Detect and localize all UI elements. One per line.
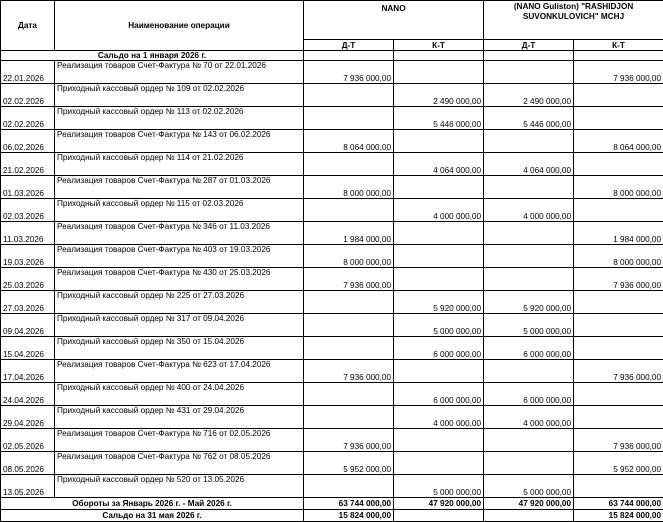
row-party1-credit: 5 000 000,00	[394, 475, 484, 498]
row-party1-credit	[394, 268, 484, 291]
table-row	[1, 245, 663, 268]
row-party1-credit: 2 490 000,00	[394, 84, 484, 107]
closing-balance-row-label: Сальдо на 31 мая 2026 г.	[1, 510, 304, 522]
turnover-row-party2-credit: 63 744 000,00	[574, 498, 663, 510]
row-date: 11.03.2026	[1, 222, 55, 245]
row-party2-credit	[574, 314, 663, 337]
row-date: 19.03.2026	[1, 245, 55, 268]
row-party2-credit: 7 936 000,00	[574, 268, 663, 291]
party1-debit-header: Д-Т	[304, 40, 394, 51]
party1-header: NANO	[304, 1, 484, 40]
row-party2-debit: 5 000 000,00	[484, 475, 574, 498]
row-date: 29.04.2026	[1, 406, 55, 429]
row-party1-credit: 5 446 000,00	[394, 107, 484, 130]
row-date: 21.02.2026	[1, 153, 55, 176]
row-party1-debit	[304, 406, 394, 429]
table-row	[1, 337, 663, 360]
row-party2-debit: 4 064 000,00	[484, 153, 574, 176]
row-party2-debit: 4 000 000,00	[484, 406, 574, 429]
table-row	[1, 222, 663, 245]
turnover-row-party1-credit: 47 920 000,00	[394, 498, 484, 510]
row-party2-credit: 1 984 000,00	[574, 222, 663, 245]
row-party2-credit	[574, 383, 663, 406]
opening-c1	[394, 51, 484, 61]
party2-name-line1: (NANO Guliston) "RASHIDJON	[514, 2, 633, 11]
table-row	[1, 84, 663, 107]
row-party1-debit	[304, 153, 394, 176]
row-party1-debit: 7 936 000,00	[304, 61, 394, 84]
row-party2-debit: 6 000 000,00	[484, 337, 574, 360]
table-row	[1, 199, 663, 222]
row-party2-debit	[484, 61, 574, 84]
turnover-row	[1, 498, 663, 510]
row-operation: Приходный кассовый ордер № 350 от 15.04.2026	[55, 337, 304, 360]
row-party1-debit: 1 984 000,00	[304, 222, 394, 245]
row-party1-debit	[304, 199, 394, 222]
row-party1-credit: 5 920 000,00	[394, 291, 484, 314]
date-column-header: Дата	[1, 1, 55, 51]
closing-balance-row	[1, 510, 663, 522]
opening-balance-label: Сальдо на 1 января 2026 г.	[1, 51, 304, 61]
row-party2-credit	[574, 107, 663, 130]
row-party2-credit: 5 952 000,00	[574, 452, 663, 475]
table-row	[1, 429, 663, 452]
row-operation: Приходный кассовый ордер № 431 от 29.04.2026	[55, 406, 304, 429]
table-row	[1, 383, 663, 406]
row-party2-debit: 4 000 000,00	[484, 199, 574, 222]
party2-debit-header: Д-Т	[484, 40, 574, 51]
row-operation: Реализация товаров Счет-Фактура № 430 от 25.03.2026	[55, 268, 304, 291]
row-date: 02.05.2026	[1, 429, 55, 452]
row-party1-credit	[394, 222, 484, 245]
row-party2-credit: 7 936 000,00	[574, 429, 663, 452]
row-date: 09.04.2026	[1, 314, 55, 337]
row-party2-debit	[484, 176, 574, 199]
row-party2-credit: 7 936 000,00	[574, 360, 663, 383]
opening-d2	[484, 51, 574, 61]
row-party2-credit	[574, 337, 663, 360]
row-date: 17.04.2026	[1, 360, 55, 383]
row-party1-debit: 8 000 000,00	[304, 176, 394, 199]
row-date: 27.03.2026	[1, 291, 55, 314]
table-row	[1, 268, 663, 291]
table-row	[1, 130, 663, 153]
row-party1-credit	[394, 360, 484, 383]
row-party2-debit: 5 000 000,00	[484, 314, 574, 337]
closing-balance-row-party1-debit: 15 824 000,00	[304, 510, 394, 522]
row-operation: Приходный кассовый ордер № 317 от 09.04.2026	[55, 314, 304, 337]
row-party2-debit	[484, 130, 574, 153]
table-row	[1, 176, 663, 199]
table-row	[1, 291, 663, 314]
table-row	[1, 107, 663, 130]
closing-balance-row-party2-debit	[484, 510, 574, 522]
row-operation: Приходный кассовый ордер № 225 от 27.03.2026	[55, 291, 304, 314]
row-date: 22.01.2026	[1, 61, 55, 84]
party2-credit-header: К-Т	[574, 40, 663, 51]
row-party1-debit	[304, 314, 394, 337]
row-operation: Реализация товаров Счет-Фактура № 403 от 19.03.2026	[55, 245, 304, 268]
row-party2-debit	[484, 360, 574, 383]
operation-column-header: Наименование операции	[55, 1, 304, 51]
row-operation: Приходный кассовый ордер № 115 от 02.03.2026	[55, 199, 304, 222]
row-party1-credit: 4 000 000,00	[394, 199, 484, 222]
row-party1-debit: 7 936 000,00	[304, 429, 394, 452]
row-operation: Реализация товаров Счет-Фактура № 762 от 08.05.2026	[55, 452, 304, 475]
row-party2-credit	[574, 406, 663, 429]
party2-header	[484, 1, 663, 40]
row-party1-debit: 8 064 000,00	[304, 130, 394, 153]
table-row	[1, 61, 663, 84]
turnover-row-party1-debit: 63 744 000,00	[304, 498, 394, 510]
row-operation: Реализация товаров Счет-Фактура № 346 от 11.03.2026	[55, 222, 304, 245]
row-operation: Реализация товаров Счет-Фактура № 70 от 22.01.2026	[55, 61, 304, 84]
row-date: 25.03.2026	[1, 268, 55, 291]
turnover-row-label: Обороты за Январь 2026 г. - Май 2026 г.	[1, 498, 304, 510]
closing-balance-row-party1-credit	[394, 510, 484, 522]
table-row	[1, 153, 663, 176]
row-party1-debit: 7 936 000,00	[304, 360, 394, 383]
table-row	[1, 314, 663, 337]
row-party2-credit	[574, 291, 663, 314]
row-operation: Реализация товаров Счет-Фактура № 143 от 06.02.2026	[55, 130, 304, 153]
row-party2-debit	[484, 245, 574, 268]
row-party1-credit: 4 000 000,00	[394, 406, 484, 429]
row-party1-credit: 6 000 000,00	[394, 383, 484, 406]
row-party2-debit: 5 446 000,00	[484, 107, 574, 130]
row-party1-credit	[394, 176, 484, 199]
row-party2-credit	[574, 475, 663, 498]
row-party2-credit: 8 064 000,00	[574, 130, 663, 153]
row-party2-debit	[484, 268, 574, 291]
row-operation: Реализация товаров Счет-Фактура № 287 от 01.03.2026	[55, 176, 304, 199]
row-party2-debit: 2 490 000,00	[484, 84, 574, 107]
table-row	[1, 452, 663, 475]
table-row	[1, 360, 663, 383]
row-party2-debit	[484, 222, 574, 245]
row-date: 02.02.2026	[1, 84, 55, 107]
row-party2-debit	[484, 452, 574, 475]
row-operation: Реализация товаров Счет-Фактура № 623 от 17.04.2026	[55, 360, 304, 383]
row-party1-debit	[304, 107, 394, 130]
table-row	[1, 406, 663, 429]
row-operation: Реализация товаров Счет-Фактура № 716 от 02.05.2026	[55, 429, 304, 452]
row-operation: Приходный кассовый ордер № 520 от 13.05.2026	[55, 475, 304, 498]
row-party1-credit	[394, 61, 484, 84]
row-party2-credit: 7 936 000,00	[574, 61, 663, 84]
row-party1-credit: 4 064 000,00	[394, 153, 484, 176]
opening-c2	[574, 51, 663, 61]
row-date: 02.02.2026	[1, 107, 55, 130]
row-party1-credit: 5 000 000,00	[394, 314, 484, 337]
row-operation: Приходный кассовый ордер № 113 от 02.02.2026	[55, 107, 304, 130]
row-party1-debit: 7 936 000,00	[304, 268, 394, 291]
row-date: 24.04.2026	[1, 383, 55, 406]
row-party1-credit	[394, 429, 484, 452]
row-party1-debit	[304, 337, 394, 360]
row-party2-credit	[574, 153, 663, 176]
row-date: 02.03.2026	[1, 199, 55, 222]
row-party2-debit: 5 920 000,00	[484, 291, 574, 314]
row-date: 01.03.2026	[1, 176, 55, 199]
row-party1-credit: 6 000 000,00	[394, 337, 484, 360]
row-party1-debit	[304, 475, 394, 498]
row-party1-debit: 8 000 000,00	[304, 245, 394, 268]
closing-balance-row-party2-credit: 15 824 000,00	[574, 510, 663, 522]
row-party1-debit	[304, 291, 394, 314]
row-date: 13.05.2026	[1, 475, 55, 498]
row-date: 15.04.2026	[1, 337, 55, 360]
row-party2-debit	[484, 429, 574, 452]
row-date: 08.05.2026	[1, 452, 55, 475]
row-party1-credit	[394, 245, 484, 268]
row-party1-debit: 5 952 000,00	[304, 452, 394, 475]
row-party1-credit	[394, 130, 484, 153]
row-operation: Приходный кассовый ордер № 114 от 21.02.2026	[55, 153, 304, 176]
row-party2-debit: 6 000 000,00	[484, 383, 574, 406]
opening-d1	[304, 51, 394, 61]
row-party2-credit: 8 000 000,00	[574, 245, 663, 268]
party1-credit-header: К-Т	[394, 40, 484, 51]
row-operation: Приходный кассовый ордер № 109 от 02.02.2026	[55, 84, 304, 107]
row-party2-credit	[574, 84, 663, 107]
party2-name-line2: SUVONKULOVICH" MCHJ	[523, 12, 624, 21]
row-party1-debit	[304, 383, 394, 406]
row-party2-credit: 8 000 000,00	[574, 176, 663, 199]
row-operation: Приходный кассовый ордер № 400 от 24.04.2026	[55, 383, 304, 406]
opening-balance-row	[1, 51, 663, 61]
row-party1-debit	[304, 84, 394, 107]
row-date: 06.02.2026	[1, 130, 55, 153]
row-party1-credit	[394, 452, 484, 475]
row-party2-credit	[574, 199, 663, 222]
header-row	[1, 1, 663, 40]
table-row	[1, 475, 663, 498]
turnover-row-party2-debit: 47 920 000,00	[484, 498, 574, 510]
